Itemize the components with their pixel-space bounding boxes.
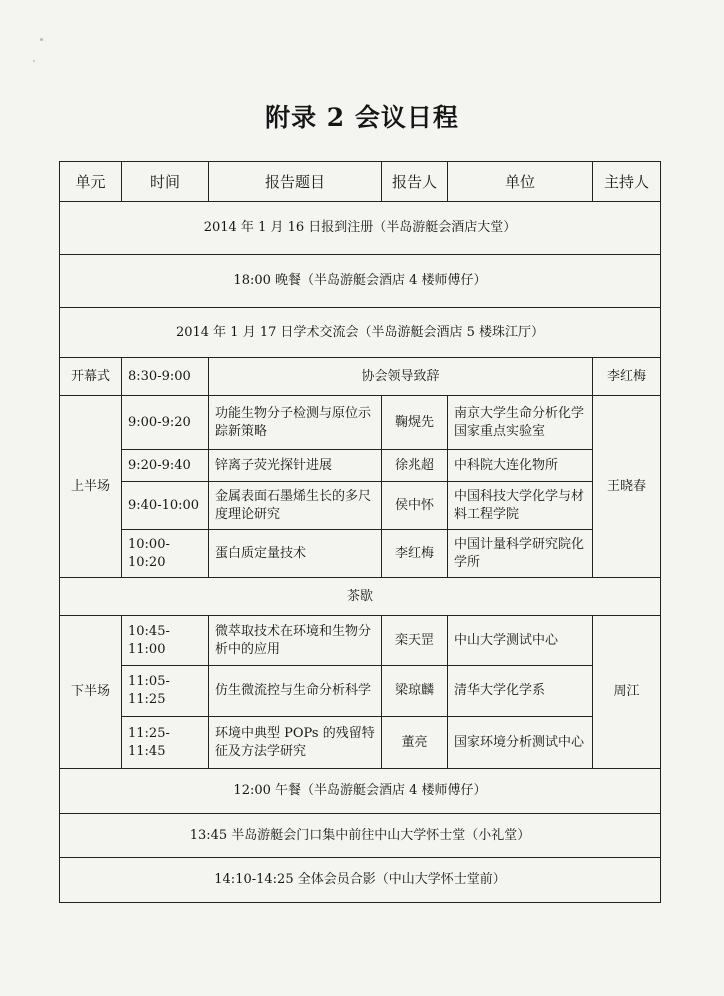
event-row-dinner xyxy=(60,255,661,308)
talk-affiliation: 中科院大连化物所 xyxy=(448,450,593,482)
table-row xyxy=(60,717,661,769)
header-row xyxy=(60,162,661,202)
tea-break-row xyxy=(60,578,661,616)
event-tea: 茶歇 xyxy=(60,578,661,616)
opening-row xyxy=(60,358,661,396)
page-title: 附录 2 会议日程 xyxy=(265,103,459,132)
talk-speaker: 李红梅 xyxy=(382,530,448,578)
talk-affiliation: 清华大学化学系 xyxy=(448,666,593,717)
talk-topic: 微萃取技术在环境和生物分析中的应用 xyxy=(209,616,382,666)
first-half-unit: 上半场 xyxy=(60,396,122,578)
event-gather: 13:45 半岛游艇会门口集中前往中山大学怀士堂（小礼堂） xyxy=(60,814,661,858)
opening-unit: 开幕式 xyxy=(60,358,122,396)
talk-affiliation: 中国计量科学研究院化学所 xyxy=(448,530,593,578)
talk-topic: 锌离子荧光探针进展 xyxy=(209,450,382,482)
event-row-lunch xyxy=(60,769,661,814)
talk-time: 9:40-10:00 xyxy=(122,482,209,530)
header-speaker: 报告人 xyxy=(382,162,448,202)
talk-time: 11:05-11:25 xyxy=(122,666,209,717)
first-half-host: 王晓春 xyxy=(593,396,661,578)
event-lunch: 12:00 午餐（半岛游艇会酒店 4 楼师傅仔） xyxy=(60,769,661,814)
talk-affiliation: 南京大学生命分析化学国家重点实验室 xyxy=(448,396,593,450)
talk-time: 11:25-11:45 xyxy=(122,717,209,769)
talk-affiliation: 中山大学测试中心 xyxy=(448,616,593,666)
scan-speck xyxy=(33,60,35,62)
talk-topic: 蛋白质定量技术 xyxy=(209,530,382,578)
talk-time: 9:00-9:20 xyxy=(122,396,209,450)
talk-speaker: 董亮 xyxy=(382,717,448,769)
talk-affiliation: 中国科技大学化学与材料工程学院 xyxy=(448,482,593,530)
event-row-gather xyxy=(60,814,661,858)
event-row-exchange xyxy=(60,308,661,358)
event-register: 2014 年 1 月 16 日报到注册（半岛游艇会酒店大堂） xyxy=(60,202,661,255)
scan-speck xyxy=(40,38,43,41)
opening-topic: 协会领导致辞 xyxy=(209,358,593,396)
event-row-register xyxy=(60,202,661,255)
header-time: 时间 xyxy=(122,162,209,202)
event-photo: 14:10-14:25 全体会员合影（中山大学怀士堂前） xyxy=(60,858,661,903)
table-row xyxy=(60,616,661,666)
talk-speaker: 侯中怀 xyxy=(382,482,448,530)
table-row xyxy=(60,666,661,717)
table-row xyxy=(60,530,661,578)
schedule-table xyxy=(59,161,661,903)
opening-host: 李红梅 xyxy=(593,358,661,396)
talk-topic: 功能生物分子检测与原位示踪新策略 xyxy=(209,396,382,450)
header-host: 主持人 xyxy=(593,162,661,202)
talk-time: 10:45-11:00 xyxy=(122,616,209,666)
talk-affiliation: 国家环境分析测试中心 xyxy=(448,717,593,769)
talk-time: 10:00-10:20 xyxy=(122,530,209,578)
talk-speaker: 梁琼麟 xyxy=(382,666,448,717)
header-topic: 报告题目 xyxy=(209,162,382,202)
table-row xyxy=(60,396,661,450)
talk-topic: 金属表面石墨烯生长的多尺度理论研究 xyxy=(209,482,382,530)
opening-time: 8:30-9:00 xyxy=(122,358,209,396)
talk-topic: 环境中典型 POPs 的残留特征及方法学研究 xyxy=(209,717,382,769)
talk-speaker: 栾天罡 xyxy=(382,616,448,666)
event-row-photo xyxy=(60,858,661,903)
talk-speaker: 徐兆超 xyxy=(382,450,448,482)
second-half-host: 周江 xyxy=(593,616,661,769)
header-unit: 单元 xyxy=(60,162,122,202)
header-affiliation: 单位 xyxy=(448,162,593,202)
talk-topic: 仿生微流控与生命分析科学 xyxy=(209,666,382,717)
talk-speaker: 鞠熀先 xyxy=(382,396,448,450)
event-exchange: 2014 年 1 月 17 日学术交流会（半岛游艇会酒店 5 楼珠江厅） xyxy=(60,308,661,358)
table-row xyxy=(60,482,661,530)
event-dinner: 18:00 晚餐（半岛游艇会酒店 4 楼师傅仔） xyxy=(60,255,661,308)
talk-time: 9:20-9:40 xyxy=(122,450,209,482)
table-row xyxy=(60,450,661,482)
second-half-unit: 下半场 xyxy=(60,616,122,769)
